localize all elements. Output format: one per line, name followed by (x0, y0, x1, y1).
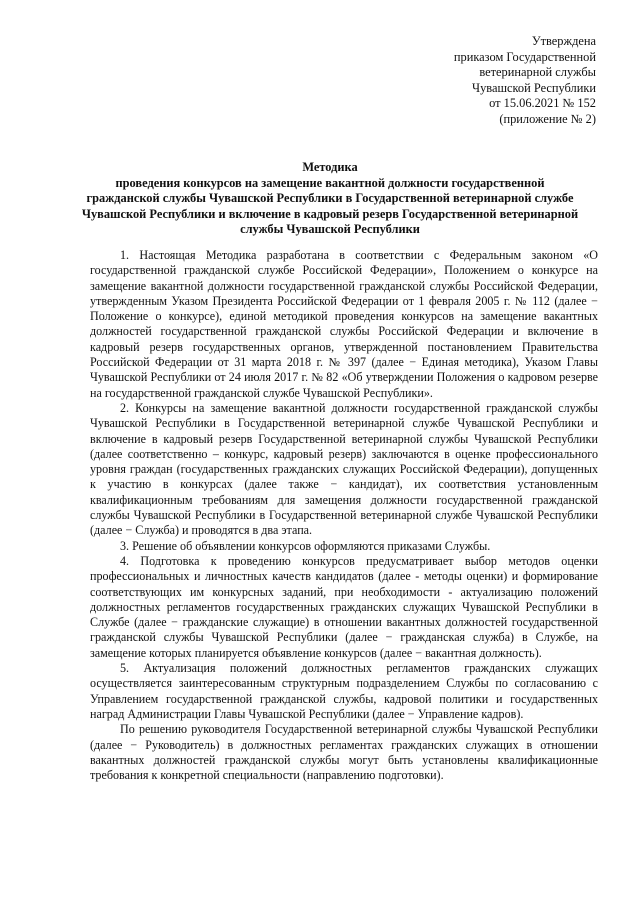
approval-stamp (376, 34, 596, 128)
approval-line: (приложение № 2) (499, 111, 596, 126)
approval-line: Чувашской Республики (472, 80, 596, 95)
paragraph-1: 1. Настоящая Методика разработана в соответствии с Федеральным законом «О государственной гражданской службе Российской Федерации», Положением о конкурсе на замещение вакантной должности государственной гражданской службы Российской Федерации, утвержденным Указом Президента Российской Федерации от 1 февраля 2005 г. № 112 (далее − Положение о конкурсе), единой методикой проведения конкурсов на замещение вакантных должностей государственной гражданской службы Российской Федерации и включение в кадровый резерв государственных органов, утвержденной постановлением Правительства Российской Федерации от 31 марта 2018 г. № 397 (далее − Единая методика), Указом Главы Чувашской Республики от 24 июля 2017 г. № 82 «Об утверждении Положения о кадровом резерве на государственной гражданской службе Чувашской Республики». (90, 248, 598, 400)
approval-line: ветеринарной службы (479, 65, 596, 80)
document-body (90, 248, 598, 783)
approval-line: от 15.06.2021 № 152 (489, 96, 596, 111)
paragraph-4: 4. Подготовка к проведению конкурсов предусматривает выбор методов оценки профессиональных и личностных качеств кандидатов (далее - методы оценки) и формирование соответствующих им конкурсных заданий, при необходимости - актуализацию положений должностных регламентов государственных гражданских служащих Чувашской Республики в Службе (далее − гражданские служащие) в отношении вакантных должностей государственной гражданской службы Чувашской Республики (далее − гражданская служба) в Службе, на замещение которых планируется объявление конкурсов (далее − вакантная должность). (90, 553, 598, 660)
paragraph-5: 5. Актуализация положений должностных регламентов гражданских служащих осуществляется заинтересованным структурным подразделением Службы по согласованию с Управлением государственной гражданской службы, кадровой политики и государственных наград Администрации Главы Чувашской Республики (далее − Управление кадров). (90, 661, 598, 721)
approval-line: приказом Государственной (453, 49, 596, 64)
approval-line: Утверждена (531, 34, 596, 48)
title-heading: Методика (302, 160, 358, 174)
title-subtitle: проведения конкурсов на замещение вакантной должности государственной гражданской службы Чувашской Республики в Государственной ветеринарной службе Чувашской Республики и включение в кадровый резерв Государственной ветеринарной службы Чувашской Республики (81, 175, 579, 237)
paragraph-3: 3. Решение об объявлении конкурсов оформляются приказами Службы. (120, 538, 491, 553)
paragraph-6: По решению руководителя Государственной ветеринарной службы Чувашской Республики (далее − Руководитель) в должностных регламентах гражданских служащих в отношении вакантных должностей гражданской службы могут быть установлены квалификационные требования к конкретной специальности (направлению подготовки). (90, 722, 598, 783)
document-title (80, 160, 580, 238)
paragraph-2: 2. Конкурсы на замещение вакантной должности государственной гражданской службы Чувашской Республики в Государственной ветеринарной службе Чувашской Республики и включение в кадровый резерв Государственной ветеринарной службы Чувашской Республики (далее соответственно – конкурс, кадровый резерв) заключаются в оценке профессионального уровня граждан (государственных гражданских служащих Российской Федерации), допущенных к участию в конкурсах (далее также − кандидат), их соответствия установленным квалификационным требованиям для замещения должности государственной гражданской службы Чувашской Республики в Государственной ветеринарной службе Чувашской Республики (далее − Служба) и проводятся в два этапа. (90, 400, 598, 538)
